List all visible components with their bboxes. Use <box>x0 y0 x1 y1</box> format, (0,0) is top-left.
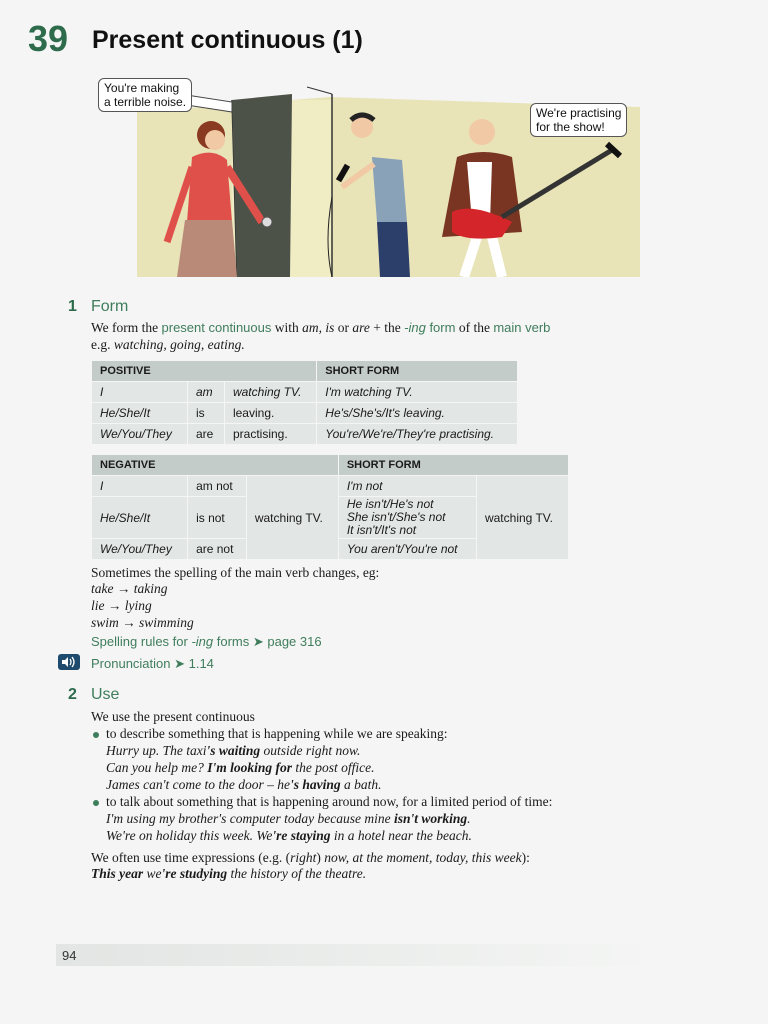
time-text: ): <box>521 850 530 865</box>
ex-highlight: I'm looking for <box>207 760 292 775</box>
ref-ing: -ing <box>191 634 214 649</box>
verb-cell: practising. <box>225 424 316 444</box>
aux-cell: am not <box>188 476 246 496</box>
short-form-cell: You aren't/You're not <box>339 539 476 559</box>
table-row <box>92 424 517 444</box>
short-form-cell: I'm not <box>339 476 476 496</box>
section-2-number: 2 <box>68 686 77 703</box>
subject-cell: He/She/It <box>92 403 187 423</box>
verb-ing: taking <box>133 581 168 596</box>
intro-text: of the <box>455 320 494 335</box>
ex-highlight: 's waiting <box>206 743 261 758</box>
verb-ing: lying <box>124 598 152 613</box>
list-item <box>91 614 194 631</box>
aux-cell: is <box>188 403 224 423</box>
audio-icon[interactable] <box>58 654 80 670</box>
example-sentence <box>106 810 472 827</box>
ex-highlight: 're staying <box>272 828 331 843</box>
ref-text: forms ➤ page 316 <box>213 634 322 649</box>
ing-form-term <box>404 320 455 335</box>
ex-part: in a hotel near the beach. <box>330 828 472 843</box>
ex-part: Can you help me? <box>106 760 208 775</box>
ex-highlight: 's having <box>289 777 341 792</box>
verb-base: take <box>91 581 114 596</box>
example-sentence <box>106 827 472 844</box>
bubble-guitarist-line1: We're practising <box>536 106 622 120</box>
verb-base: lie <box>91 598 105 613</box>
time-text: We often use time expressions (e.g. ( <box>91 850 291 865</box>
use-bullet-1: to describe something that is happening while we are speaking: <box>106 726 448 741</box>
ex-highlight: isn't working <box>393 811 468 826</box>
ex-part: We're on holiday this week. We <box>106 828 273 843</box>
table-row <box>92 382 517 402</box>
section-2-title: Use <box>91 686 120 703</box>
verb-cell: leaving. <box>225 403 316 423</box>
list-item <box>91 580 194 597</box>
short-form-line: It isn't/It's not <box>346 523 417 537</box>
ex-highlight: 're studying <box>161 866 228 881</box>
ex-part: Hurry up. The taxi <box>106 743 207 758</box>
use-intro: We use the present continuous <box>91 709 255 724</box>
form-term: form <box>425 320 456 335</box>
short-form-line: He isn't/He's not <box>346 497 434 511</box>
aux-cell: am <box>188 382 224 402</box>
negative-table <box>91 454 569 560</box>
illustration <box>92 72 640 277</box>
examples-2 <box>106 810 472 844</box>
pronunciation-link[interactable]: Pronunciation ➤ 1.14 <box>91 656 214 671</box>
short-form-header: SHORT FORM <box>317 361 517 381</box>
section-1-title: Form <box>91 298 129 315</box>
intro-text: + the <box>369 320 405 335</box>
bubble-guitarist-line2: for the show! <box>536 120 605 134</box>
intro-text: with <box>271 320 303 335</box>
speech-bubble-guitarist <box>530 103 627 137</box>
use-bullet-2: to talk about something that is happening around now, for a limited period of time: <box>106 794 553 809</box>
example-sentence <box>91 865 366 882</box>
verb-cell: watching TV. <box>477 476 568 559</box>
positive-header: POSITIVE <box>92 361 316 381</box>
table-row <box>92 403 517 423</box>
intro-text: We form the <box>91 320 162 335</box>
arrow-icon: → <box>122 615 136 630</box>
speech-bubble-mother <box>98 78 192 112</box>
aux-cell: are <box>188 424 224 444</box>
section-1-number: 1 <box>68 298 77 315</box>
short-form-cell: I'm watching TV. <box>317 382 517 402</box>
ex-part: the post office. <box>292 760 375 775</box>
spelling-rules-link[interactable] <box>91 634 322 650</box>
page-number: 94 <box>62 948 77 963</box>
bullet-icon <box>93 732 99 738</box>
ing-term: -ing <box>404 320 426 335</box>
form-intro <box>91 319 691 353</box>
negative-header: NEGATIVE <box>92 455 338 475</box>
intro-text: or <box>334 320 353 335</box>
subject-cell: I <box>92 476 187 496</box>
example-sentence <box>106 759 382 776</box>
subject-cell: We/You/They <box>92 539 187 559</box>
ex-part: outside right now. <box>260 743 361 758</box>
main-verb-term: main verb <box>493 320 551 335</box>
present-continuous-term: present continuous <box>161 320 272 335</box>
short-form-cell: You're/We're/They're practising. <box>317 424 517 444</box>
spelling-intro: Sometimes the spelling of the main verb changes, eg: <box>91 565 380 580</box>
aux-cell: are not <box>188 539 246 559</box>
example-sentence <box>106 742 382 759</box>
time-right: right <box>290 850 317 865</box>
table-row <box>92 476 568 496</box>
short-form-cell <box>339 497 476 538</box>
bubble-mother-line2: a terrible noise. <box>104 95 187 109</box>
short-form-line: She isn't/She's not <box>346 510 446 524</box>
aux-cell: is not <box>188 497 246 538</box>
subject-cell: We/You/They <box>92 424 187 444</box>
verb-ing: swimming <box>139 615 194 630</box>
time-list: now, at the moment, today, this week <box>324 850 522 865</box>
verb-base: swim <box>91 615 119 630</box>
ref-text: Spelling rules for <box>91 634 192 649</box>
speaker-icon <box>58 654 80 670</box>
arrow-icon: → <box>107 598 122 613</box>
example-sentence <box>106 776 382 793</box>
subject-cell: I <box>92 382 187 402</box>
arrow-icon: → <box>116 581 131 596</box>
bubble-mother-line1: You're making <box>104 81 180 95</box>
intro-are: are <box>352 320 370 335</box>
unit-number: 39 <box>28 18 69 59</box>
page-title: Present continuous (1) <box>92 26 363 54</box>
bullet-icon <box>93 800 99 806</box>
spelling-list <box>91 580 194 631</box>
intro-am-is: am, is <box>302 320 335 335</box>
ing-examples: watching, going, eating. <box>113 337 245 352</box>
time-text: ) <box>316 850 325 865</box>
ex-part: I'm using my brother's computer today because mine <box>106 811 394 826</box>
ex-part: . <box>467 811 471 826</box>
short-form-header: SHORT FORM <box>339 455 568 475</box>
footer-bar <box>56 944 656 966</box>
ex-part: James can't come to the door – he <box>106 777 290 792</box>
verb-cell: watching TV. <box>225 382 316 402</box>
list-item <box>91 597 194 614</box>
ex-highlight: This year <box>91 866 144 881</box>
time-expressions <box>91 849 530 866</box>
subject-cell: He/She/It <box>92 497 187 538</box>
positive-table <box>91 360 518 445</box>
eg-label: e.g. <box>91 337 114 352</box>
short-form-cell: He's/She's/It's leaving. <box>317 403 517 423</box>
verb-cell: watching TV. <box>247 476 338 559</box>
ex-part: a bath. <box>340 777 382 792</box>
ex-part: we <box>143 866 162 881</box>
examples-1 <box>106 742 382 793</box>
ex-part: the history of the theatre. <box>227 866 367 881</box>
